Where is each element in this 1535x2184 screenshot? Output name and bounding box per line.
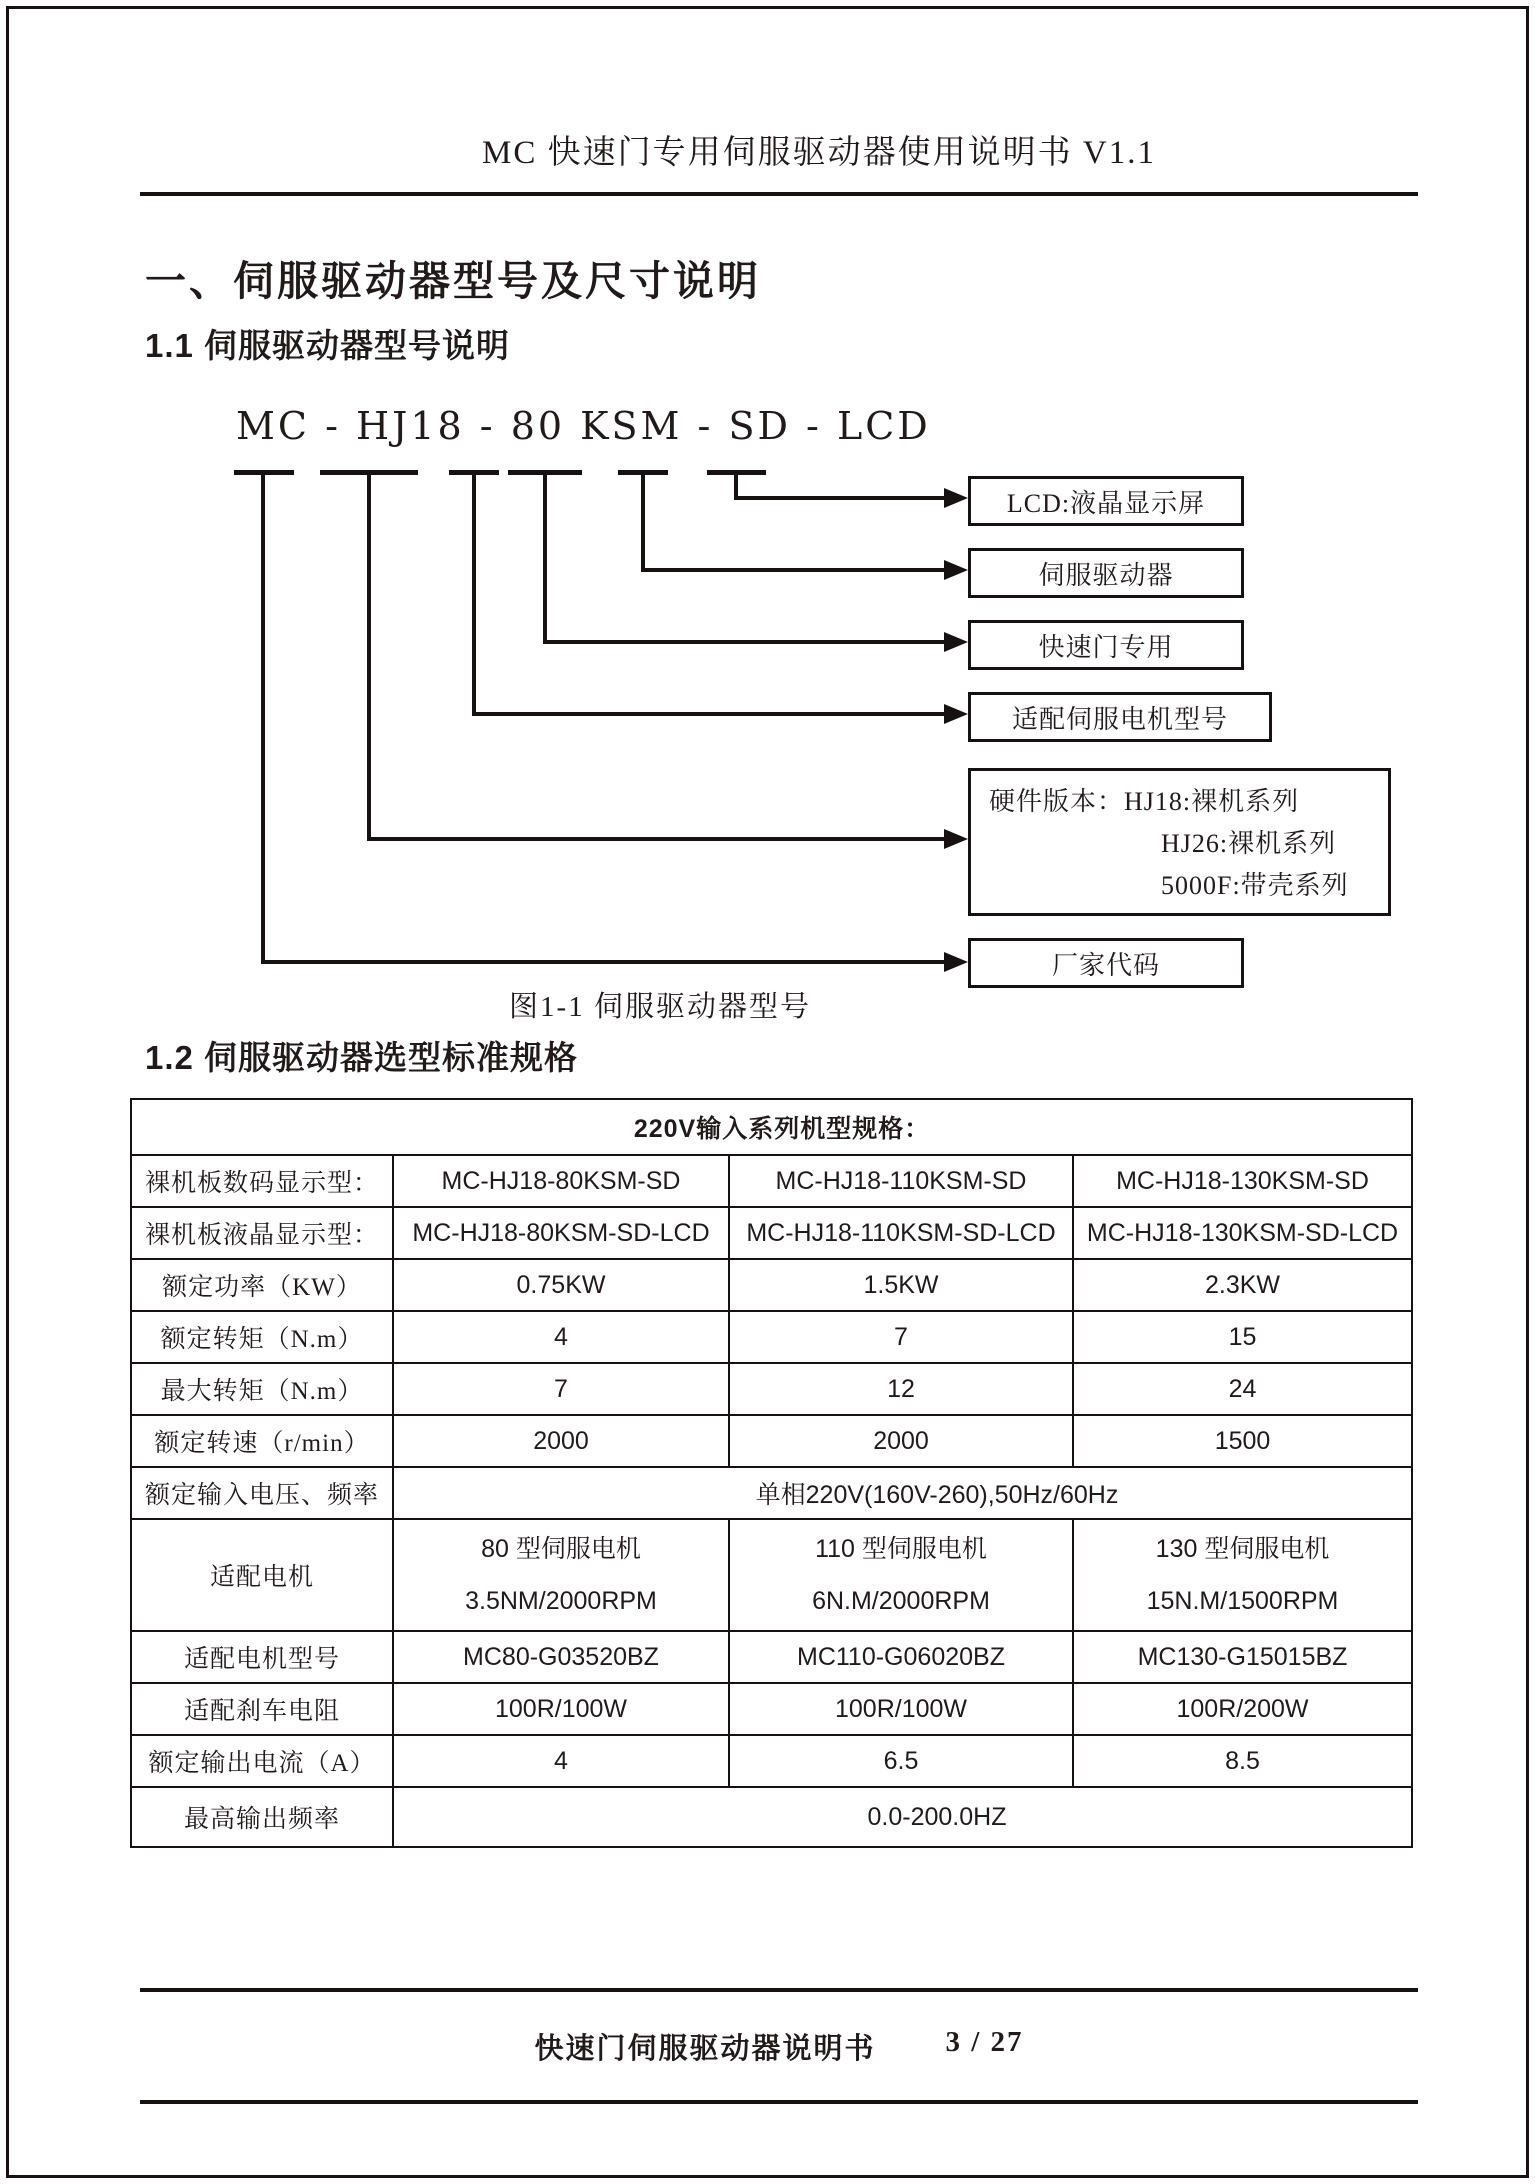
arrow-to-motor-box [944, 704, 968, 724]
motor-model-box: 适配伺服电机型号 [968, 692, 1272, 742]
connector-lcd-horizontal [734, 496, 944, 500]
cell-value: 2000 [729, 1415, 1073, 1467]
footer-rule-bottom [140, 2100, 1418, 2104]
cell-value: 8.5 [1073, 1735, 1412, 1787]
table-row [131, 1519, 1412, 1631]
cell-value: 6.5 [729, 1735, 1073, 1787]
arrow-to-vendor-box [944, 952, 968, 972]
row-label: 最大转矩（N.m） [131, 1363, 393, 1415]
cell-value: 100R/100W [729, 1683, 1073, 1735]
hardware-version-line3: 5000F:带壳系列 [1161, 871, 1349, 900]
table-row [131, 1311, 1412, 1363]
cell-value: MC-HJ18-110KSM-SD [729, 1155, 1073, 1207]
cell-value: 4 [393, 1735, 729, 1787]
cell-value: 2.3KW [1073, 1259, 1412, 1311]
cell-value-span: 单相220V(160V-260),50Hz/60Hz [393, 1467, 1412, 1519]
document-title: MC 快速门专用伺服驱动器使用说明书 V1.1 [482, 135, 1156, 171]
spec-table [130, 1098, 1413, 1848]
row-label: 额定功率（KW） [131, 1259, 393, 1311]
cell-value [393, 1519, 729, 1631]
header-rule [140, 192, 1418, 196]
cell-value: 15 [1073, 1311, 1412, 1363]
table-row [131, 1363, 1412, 1415]
cell-value: MC-HJ18-130KSM-SD [1073, 1155, 1412, 1207]
connector-hj18-horizontal [367, 837, 944, 841]
motor-spec: 15N.M/1500RPM [1146, 1587, 1339, 1615]
table-row [131, 1735, 1412, 1787]
table-row [131, 1631, 1412, 1683]
cell-value: MC80-G03520BZ [393, 1631, 729, 1683]
arrow-to-door-box [944, 632, 968, 652]
footer-doc-name: 快速门伺服驱动器说明书 [534, 2033, 876, 2065]
footer-page-number: 3 / 27 [945, 2026, 1024, 2058]
figure-caption: 图1-1 伺服驱动器型号 [509, 991, 811, 1023]
connector-ksm-vertical [543, 470, 547, 644]
cell-value: 1500 [1073, 1415, 1412, 1467]
row-label: 额定转矩（N.m） [131, 1311, 393, 1363]
row-label: 适配电机型号 [131, 1631, 393, 1683]
cell-value: MC-HJ18-110KSM-SD-LCD [729, 1207, 1073, 1259]
motor-type: 110 型伺服电机 [815, 1535, 987, 1563]
row-label: 额定输出电流（A） [131, 1735, 393, 1787]
cell-value: 24 [1073, 1363, 1412, 1415]
cell-value: MC-HJ18-80KSM-SD-LCD [393, 1207, 729, 1259]
cell-value-span: 0.0-200.0HZ [393, 1787, 1412, 1847]
servo-driver-box: 伺服驱动器 [968, 548, 1244, 598]
hardware-version-line2: HJ26:裸机系列 [1161, 829, 1337, 858]
table-row [131, 1155, 1412, 1207]
connector-ksm-horizontal [543, 640, 944, 644]
table-row [131, 1415, 1412, 1467]
table-row [131, 1787, 1412, 1847]
table-row [131, 1683, 1412, 1735]
connector-sd-vertical [641, 470, 645, 572]
cell-value: 100R/200W [1073, 1683, 1412, 1735]
cell-value: 0.75KW [393, 1259, 729, 1311]
connector-sd-horizontal [641, 568, 944, 572]
row-label: 最高输出频率 [131, 1787, 393, 1847]
fast-door-box: 快速门专用 [968, 620, 1244, 670]
section-1-title: 一、伺服驱动器型号及尺寸说明 [145, 258, 761, 304]
lcd-screen-box: LCD:液晶显示屏 [968, 476, 1244, 526]
table-row [131, 1207, 1412, 1259]
hardware-version-box [968, 768, 1391, 916]
motor-type: 80 型伺服电机 [481, 1535, 641, 1563]
cell-value: 7 [393, 1363, 729, 1415]
arrow-to-hardware-box [944, 829, 968, 849]
row-label: 额定输入电压、频率 [131, 1467, 393, 1519]
hardware-version-line1: 硬件版本：HJ18:裸机系列 [989, 787, 1300, 816]
table-row [131, 1467, 1412, 1519]
row-label: 适配电机 [131, 1519, 393, 1631]
row-label: 裸机板液晶显示型： [131, 1207, 393, 1259]
cell-value: 1.5KW [729, 1259, 1073, 1311]
row-label: 裸机板数码显示型： [131, 1155, 393, 1207]
connector-80-horizontal [472, 712, 944, 716]
motor-type: 130 型伺服电机 [1155, 1535, 1330, 1563]
cell-value [729, 1519, 1073, 1631]
connector-mc-vertical [261, 470, 265, 964]
motor-spec: 3.5NM/2000RPM [465, 1587, 657, 1615]
row-label: 额定转速（r/min） [131, 1415, 393, 1467]
footer-rule-top [140, 1988, 1418, 1992]
connector-80-vertical [472, 470, 476, 716]
cell-value: 4 [393, 1311, 729, 1363]
cell-value: 7 [729, 1311, 1073, 1363]
model-code-text: MC - HJ18 - 80 KSM - SD - LCD [236, 404, 931, 448]
connector-mc-horizontal [261, 960, 944, 964]
cell-value: 12 [729, 1363, 1073, 1415]
table-row [131, 1259, 1412, 1311]
arrow-to-lcd-box [944, 488, 968, 508]
section-1-2-title: 1.2 伺服驱动器选型标准规格 [145, 1039, 579, 1076]
cell-value [1073, 1519, 1412, 1631]
table-row [131, 1099, 1412, 1155]
cell-value: MC130-G15015BZ [1073, 1631, 1412, 1683]
row-label: 适配刹车电阻 [131, 1683, 393, 1735]
cell-value: MC110-G06020BZ [729, 1631, 1073, 1683]
cell-value: 2000 [393, 1415, 729, 1467]
vendor-code-box: 厂家代码 [968, 938, 1244, 988]
cell-value: MC-HJ18-80KSM-SD [393, 1155, 729, 1207]
arrow-to-driver-box [944, 560, 968, 580]
motor-spec: 6N.M/2000RPM [812, 1587, 990, 1615]
footer [140, 2026, 1418, 2067]
cell-value: 100R/100W [393, 1683, 729, 1735]
table-title-cell: 220V输入系列机型规格： [131, 1099, 1412, 1155]
section-1-1-title: 1.1 伺服驱动器型号说明 [145, 327, 511, 364]
connector-hj18-vertical [367, 470, 371, 841]
cell-value: MC-HJ18-130KSM-SD-LCD [1073, 1207, 1412, 1259]
